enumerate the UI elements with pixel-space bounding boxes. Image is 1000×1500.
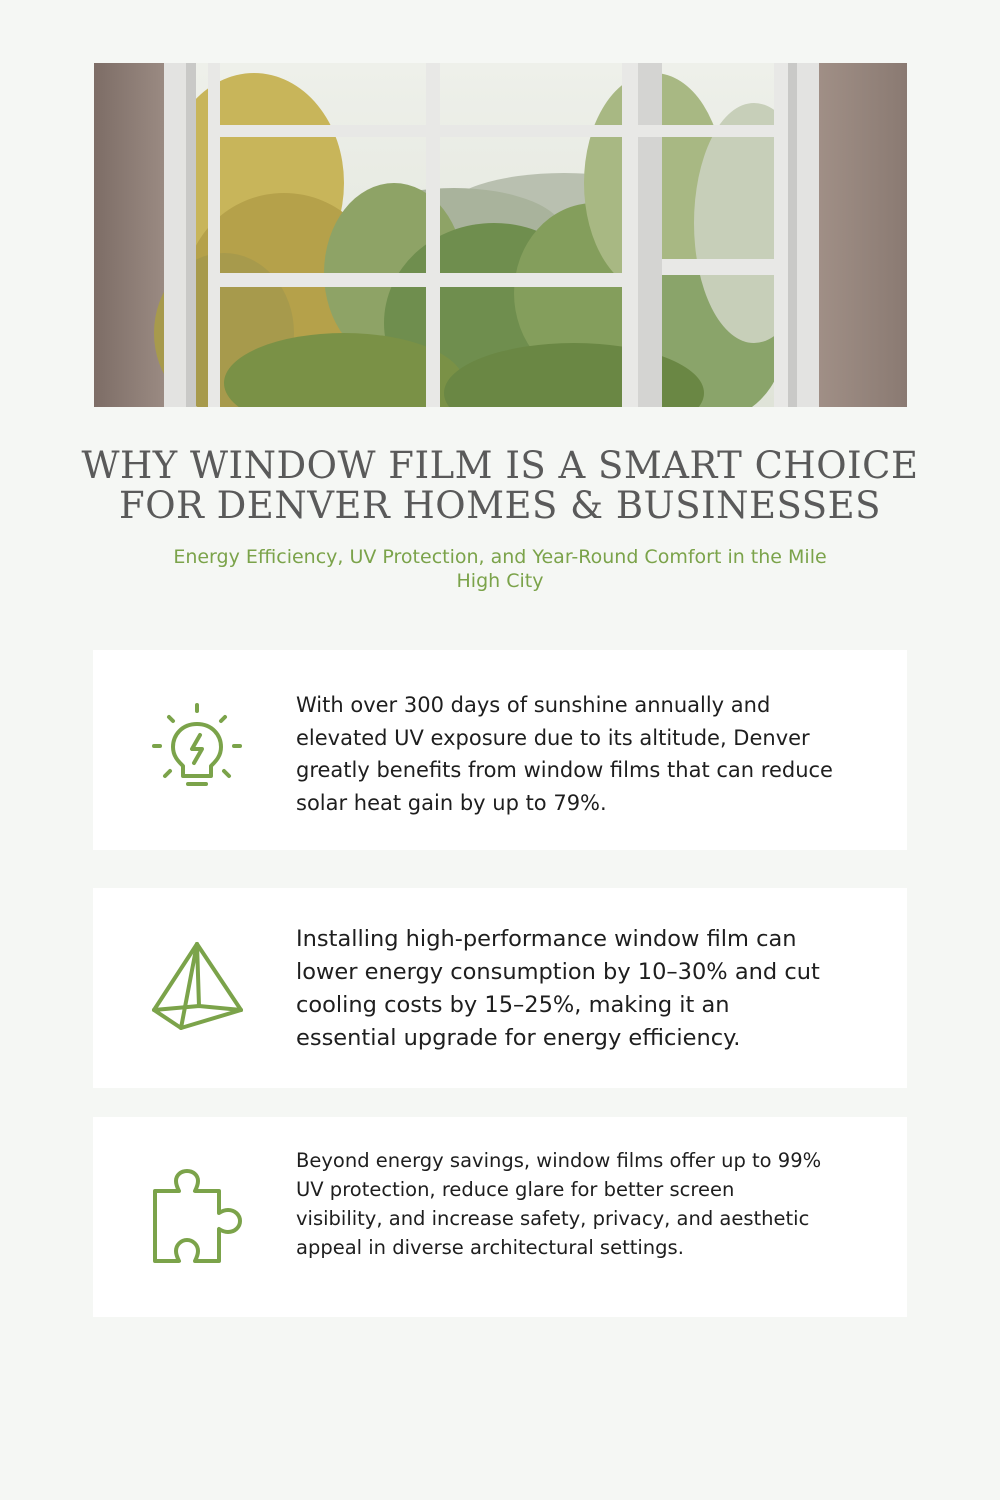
- card-text: Beyond energy savings, window films offer up to 99% UV protection, reduce glare for better screen visibility, and increase safety, privacy, and aesthetic appeal in diverse architectural settings.: [296, 1149, 822, 1259]
- title-line-1: WHY WINDOW FILM IS A SMART CHOICE: [81, 444, 919, 487]
- page-title: [0, 446, 1000, 526]
- info-card-uv-protection: [93, 1117, 907, 1317]
- info-card-sunshine: [93, 650, 907, 850]
- lightbulb-energy-icon: [149, 700, 245, 796]
- hero-window-image: [94, 63, 907, 407]
- card-text: Installing high-performance window film can lower energy consumption by 10–30% and cut cooling costs by 15–25%, making it an essential upgrade for energy efficiency.: [296, 926, 820, 1051]
- info-card-energy-savings: [93, 888, 907, 1088]
- pyramid-icon: [149, 940, 245, 1036]
- page-subtitle: Energy Efficiency, UV Protection, and Year-Round Comfort in the Mile High City: [173, 546, 827, 592]
- card-text: With over 300 days of sunshine annually and elevated UV exposure due to its altitude, Denver greatly benefits from window films that can reduce solar heat gain by up to 79%.: [296, 693, 833, 815]
- title-line-2: FOR DENVER HOMES & BUSINESSES: [119, 484, 881, 527]
- puzzle-piece-icon: [149, 1169, 245, 1265]
